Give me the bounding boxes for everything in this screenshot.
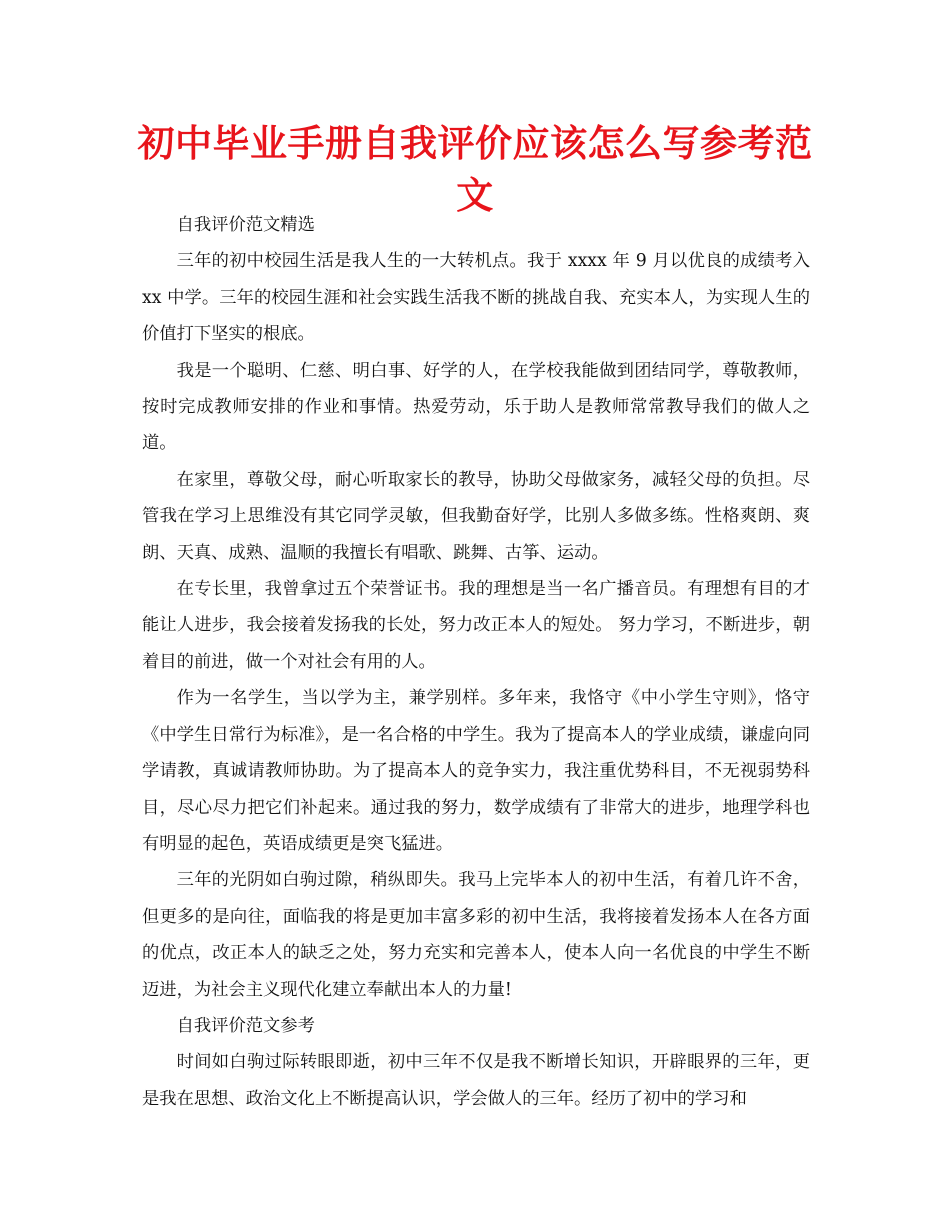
section-heading-selected: 自我评价范文精选 — [176, 215, 315, 235]
paragraph: 我是一个聪明、仁慈、明白事、好学的人，在学校我能做到团结同学，尊敬教师，按时完成教师安排的作业和事情。热爱劳动，乐于助人是教师常常教导我们的做人之道。 — [142, 360, 810, 454]
paragraph: 三年的光阴如白驹过隙，稍纵即失。我马上完毕本人的初中生活，有着几许不舍，但更多的是向往，面临我的将是更加丰富多彩的初中生活，我将接着发扬本人在各方面的优点，改正本人的缺乏之处，努力充实和完善本人，使本人向一名优良的中学生不断迈进，为社会主义现代化建立奉献出本人的力量! — [142, 870, 810, 1000]
paragraph: 在专长里，我曾拿过五个荣誉证书。我的理想是当一名广播音员。有理想有目的才能让人进步，我会接着发扬我的长处，努力改正本人的短处。 努力学习，不断进步，朝着目的前进，做一个对社会有用的人。 — [142, 579, 810, 672]
paragraph: 时间如白驹过际转眼即逝，初中三年不仅是我不断增长知识，开辟眼界的三年，更是我在思想、政治文化上不断提高认识，学会做人的三年。经历了初中的学习和 — [142, 1052, 810, 1109]
paragraph: 三年的初中校园生活是我人生的一大转机点。我于 xxxx 年 9 月以优良的成绩考入 xx 中学。三年的校园生涯和社会实践生活我不断的挑战自我、充实本人，为实现人生的价值打下坚实的根底。 — [142, 251, 810, 345]
paragraph: 在家里，尊敬父母，耐心听取家长的教导，协助父母做家务，减轻父母的负担。尽管我在学习上思维没有其它同学灵敏，但我勤奋好学，比别人多做多练。性格爽朗、爽朗、天真、成熟、温顺的我擅长有唱歌、跳舞、古筝、运动。 — [142, 469, 810, 563]
document-title: 初中毕业手册自我评价应该怎么写参考范文 — [137, 122, 813, 217]
paragraph: 作为一名学生，当以学为主，兼学别样。多年来，我恪守《中小学生守则》，恪守《中学生日常行为标准》，是一名合格的中学生。我为了提高本人的学业成绩，谦虚向同学请教，真诚请教师协助。为了提高本人的竞争实力，我注重优势科目，不无视弱势科目，尽心尽力把它们补起来。通过我的努力，数学成绩有了非常大的进步，地理学科也有明显的起色，英语成绩更是突飞猛进。 — [142, 688, 810, 854]
document-body — [142, 207, 810, 1117]
section-heading-reference: 自我评价范文参考 — [176, 1015, 315, 1036]
